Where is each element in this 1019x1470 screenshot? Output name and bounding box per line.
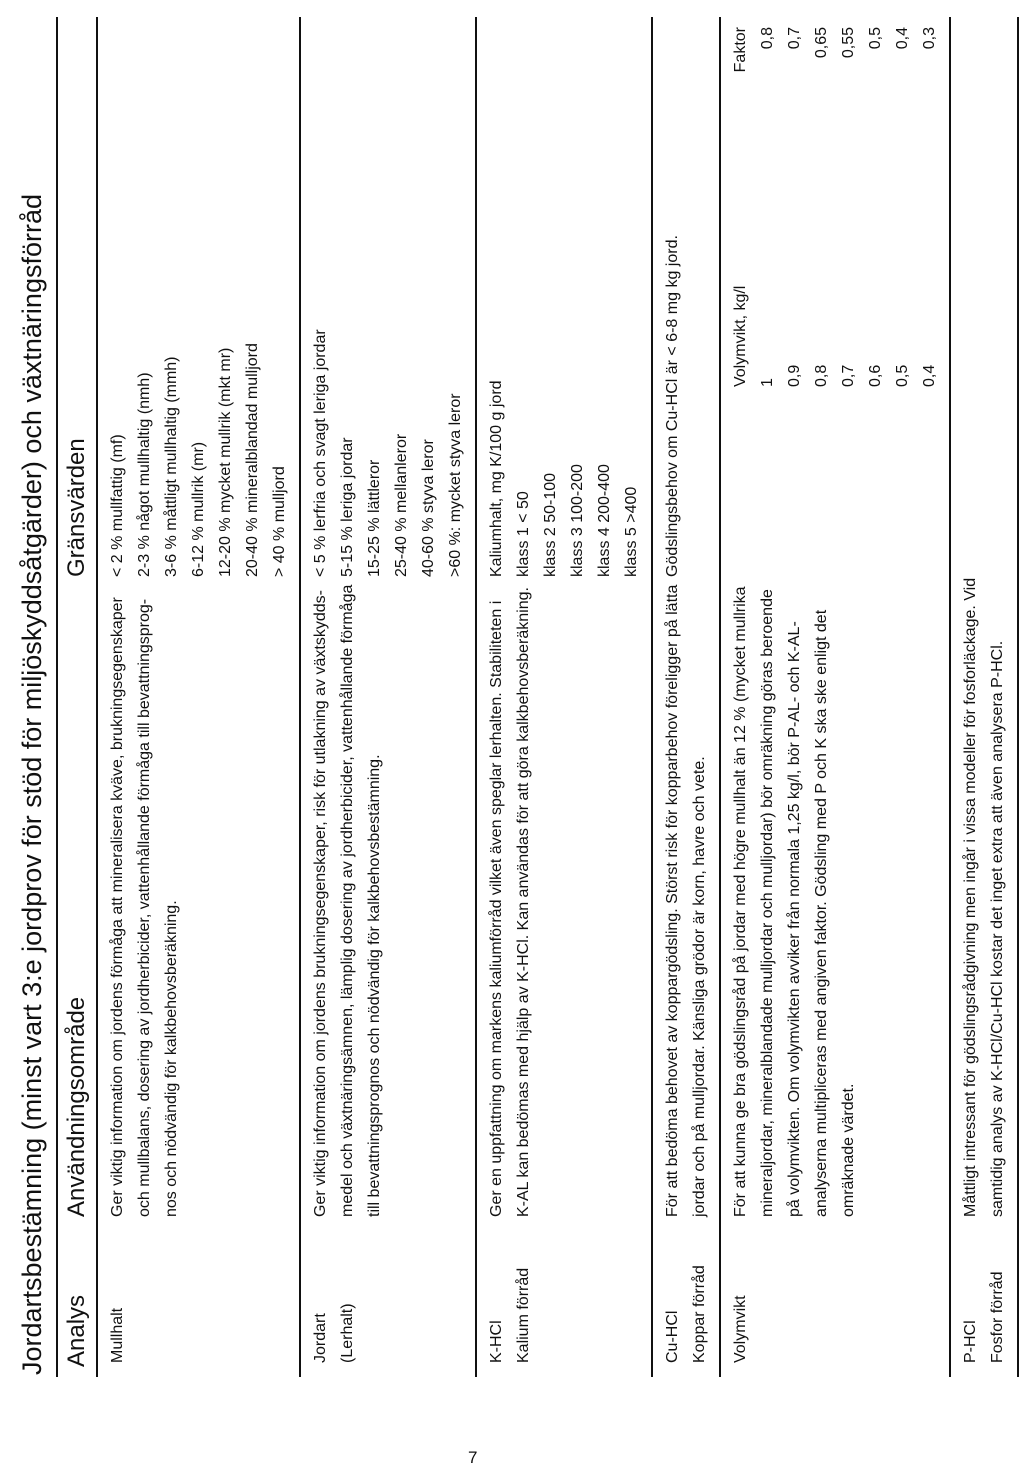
grans-line: Gödslingsbehov om Cu-HCl är < 6-8 mg kg jord. xyxy=(664,235,681,577)
anvandning-cell xyxy=(652,584,720,1227)
faktor-value: 0,65 xyxy=(813,27,830,59)
text-line: Ger viktig information om jordens brukningsegenskaper, risk för utlakning av växtskydds- xyxy=(312,590,329,1217)
anvandning-cell xyxy=(97,587,300,1227)
grans-cell xyxy=(476,17,652,587)
faktor-value: 0,55 xyxy=(840,27,857,59)
grans-line: 6-12 % mullrik (mr) xyxy=(190,441,207,577)
anvandning-cell xyxy=(300,584,476,1227)
text-line: analyserna multipliceras med angiven faktor. Gödsling med P och K ska ske enligt det xyxy=(813,609,830,1217)
analys-cell xyxy=(476,1227,652,1377)
grans-line: 15-25 % lättleror xyxy=(366,459,383,577)
vol-spacer xyxy=(835,387,862,577)
analys-cell xyxy=(652,1227,720,1377)
row-cu-hcl xyxy=(652,17,720,1377)
anvandning-cell xyxy=(476,587,652,1227)
grans-line: 2-3 % något mullhaltig (nmh) xyxy=(136,372,153,577)
vol-spacer xyxy=(862,387,889,577)
grans-line: klass 3 100-200 xyxy=(569,464,586,577)
analys-cell xyxy=(720,1227,950,1377)
grans-line: > 40 % mulljord xyxy=(271,466,288,577)
analys-cell xyxy=(97,1227,300,1377)
text-line: För att kunna ge bra gödslingsråd på jordar med högre mullhalt än 12 % (mycket mullrika xyxy=(732,586,749,1217)
volymvikt-value: 0,9 xyxy=(786,364,803,387)
text-line: och mullbalans, dosering av jordherbicider, vattenhållande förmåga till bevattningsprog- xyxy=(136,598,153,1217)
soil-analysis-table xyxy=(56,17,1019,1377)
grans-line: < 2 % mullfattig (mf) xyxy=(109,434,126,577)
anvandning-cell xyxy=(950,17,1018,1227)
header-analys: Analys xyxy=(57,1227,97,1377)
grans-line: 12-20 % mycket mullrik (mkt mr) xyxy=(217,347,234,577)
vol-header-faktor: Faktor xyxy=(732,27,749,73)
grans-line: Kaliumhalt, mg K/100 g jord xyxy=(488,380,505,577)
faktor-value: 0,4 xyxy=(894,27,911,50)
analys-name: Mullhalt xyxy=(109,1307,126,1363)
analys-name: P-HCl xyxy=(962,1320,979,1363)
text-line: nos och nödvändig för kalkbehovsberäkning. xyxy=(163,900,180,1217)
row-k-hcl xyxy=(476,17,652,1377)
grans-line: 25-40 % mellanleror xyxy=(393,433,410,577)
text-line: jordar och på mulljordar. Känsliga grödor är korn, havre och vete. xyxy=(691,756,708,1217)
volymvikt-value: 0,4 xyxy=(921,364,938,387)
vol-spacer xyxy=(889,387,916,577)
analys-cell xyxy=(950,1227,1018,1377)
row-volymvikt xyxy=(720,17,950,1377)
grans-line: 20-40 % mineralblandad mulljord xyxy=(244,343,261,577)
text-line: Ger en uppfattning om markens kaliumförråd vilket även speglar lerhalten. Stabiliteten i xyxy=(488,600,505,1217)
text-line: För att bedöma behovet av koppargödsling. Störst risk för kopparbehov föreligger på lätta xyxy=(664,584,681,1217)
text-line: samtidig analys av K-HCl/Cu-HCl kostar det inget extra att även analysera P-HCl. xyxy=(989,640,1006,1217)
analys-name: Volymvikt xyxy=(732,1295,749,1363)
grans-line: klass 2 50-100 xyxy=(542,472,559,577)
row-jordart xyxy=(300,17,476,1377)
vol-spacer xyxy=(808,387,835,577)
faktor-value: 0,7 xyxy=(786,27,803,50)
page-number: 7 xyxy=(468,1448,478,1467)
faktor-value: 0,3 xyxy=(921,27,938,50)
text-line: mineraljordar, mineralblandade mulljordar och mulljordar) bör omräkning göras beroende xyxy=(759,589,776,1217)
analys-name: Cu-HCl xyxy=(664,1310,681,1363)
vol-header-volymvikt: Volymvikt, kg/l xyxy=(732,285,749,387)
analys-subname: Kalium förråd xyxy=(515,1267,532,1363)
analys-subname: (Lerhalt) xyxy=(339,1303,356,1363)
faktor-value: 0,5 xyxy=(867,27,884,50)
analys-subname: Fosfor förråd xyxy=(989,1271,1006,1363)
vol-spacer xyxy=(916,387,943,577)
volymvikt-value: 0,5 xyxy=(894,364,911,387)
volymvikt-factor-table xyxy=(727,27,943,577)
volymvikt-value: 1 xyxy=(759,378,776,387)
grans-line: < 5 % lerfria och svagt leriga jordar xyxy=(312,329,329,577)
grans-cell xyxy=(97,17,300,587)
volymvikt-value: 0,7 xyxy=(840,364,857,387)
grans-line: >60 %: mycket styva leror xyxy=(447,393,464,577)
grans-line: 3-6 % måttligt mullhaltig (mmh) xyxy=(163,356,180,577)
analys-name: K-HCl xyxy=(488,1320,505,1363)
vol-spacer xyxy=(727,387,754,577)
text-line: K-AL kan bedömas med hjälp av K-HCl. Kan användas för att göra kalkbehovsberäkning. xyxy=(515,587,532,1217)
text-line: medel och växtnäringsämnen, lämplig dosering av jordherbicider, vattenhållande förmåga xyxy=(339,584,356,1217)
faktor-value: 0,8 xyxy=(759,27,776,50)
analys-subname: Koppar förråd xyxy=(691,1265,708,1363)
text-line: omräknade värdet. xyxy=(840,1083,857,1217)
vol-spacer xyxy=(754,387,781,577)
text-line: Måttligt intressant för gödslingsrådgivning men ingår i vissa modeller för fosforläckage. Vid xyxy=(962,577,979,1217)
header-gransvarden: Gränsvärden xyxy=(57,17,97,587)
grans-line: 40-60 % styva leror xyxy=(420,439,437,577)
analys-name: Jordart xyxy=(312,1313,329,1363)
analys-cell xyxy=(300,1227,476,1377)
vol-spacer xyxy=(781,387,808,577)
grans-cell xyxy=(652,17,720,587)
row-mullhalt xyxy=(97,17,300,1377)
grans-cell xyxy=(300,17,476,587)
grans-line: klass 4 200-400 xyxy=(596,464,613,577)
header-row xyxy=(57,17,97,1377)
header-anvandningsomrade: Användningsområde xyxy=(57,587,97,1227)
text-line: Ger viktig information om jordens förmåga att mineralisera kväve, brukningsegenskaper xyxy=(109,597,126,1217)
grans-line: klass 1 < 50 xyxy=(515,491,532,577)
grans-line: klass 5 >400 xyxy=(623,486,640,577)
grans-cell xyxy=(720,17,950,587)
volymvikt-value: 0,6 xyxy=(867,364,884,387)
anvandning-cell xyxy=(720,587,950,1227)
row-p-hcl xyxy=(950,17,1018,1377)
volymvikt-value: 0,8 xyxy=(813,364,830,387)
grans-line: 5-15 % leriga jordar xyxy=(339,437,356,577)
text-line: till bevattningsprognos och nödvändig för kalkbehovsbestämning. xyxy=(366,754,383,1217)
rotated-page xyxy=(8,0,1006,1385)
text-line: på volymvikten. Om volymvikten avviker från normala 1,25 kg/l, bör P-AL- och K-AL- xyxy=(786,621,803,1217)
document-title: Jordartsbestämning (minst vart 3:e jordprov för stöd för miljöskyddsåtgärder) och växtnäringsförråd xyxy=(17,194,47,1375)
